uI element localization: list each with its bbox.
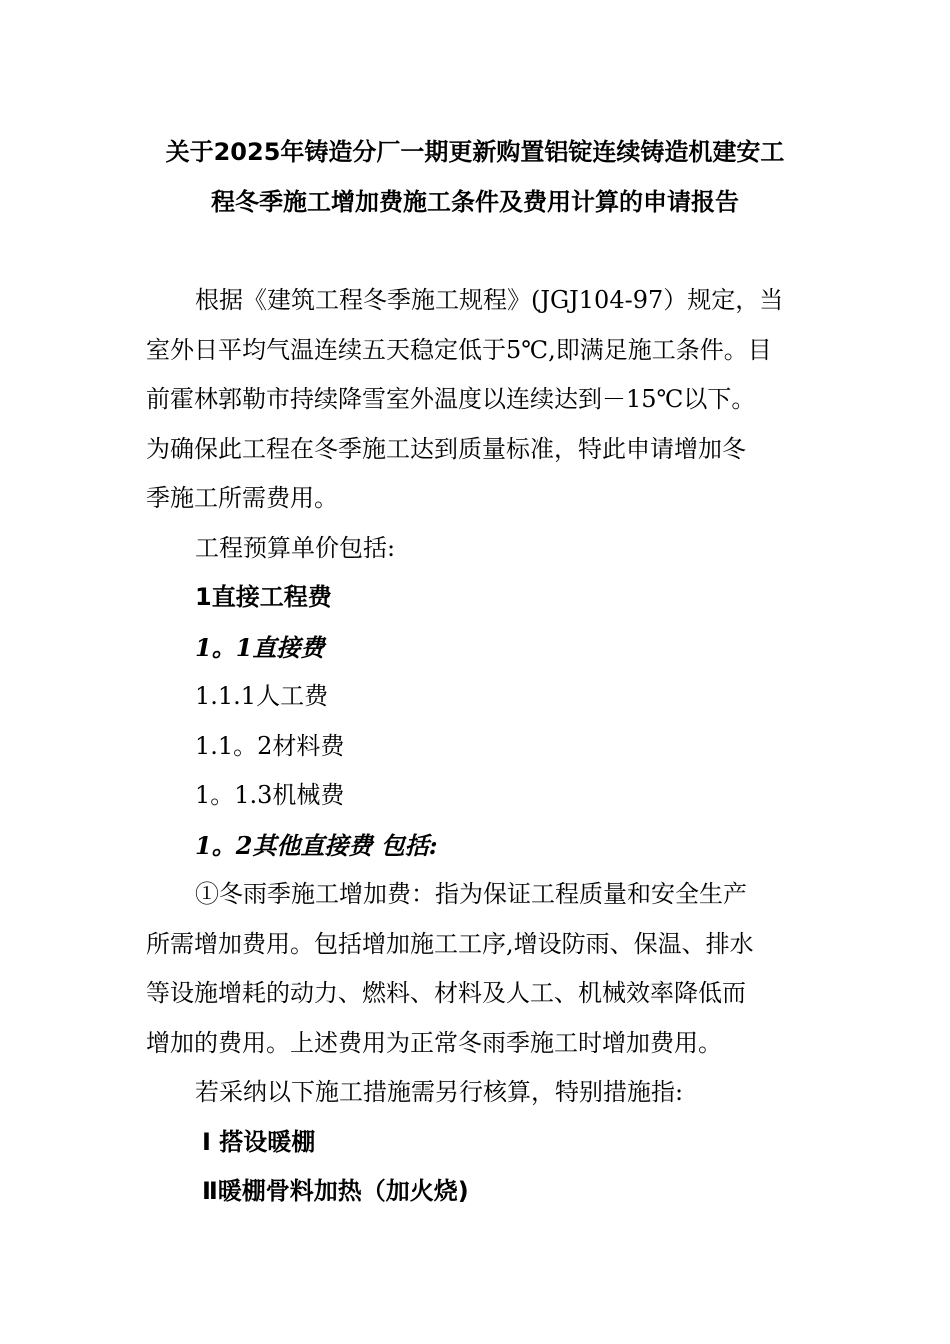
intro-line-4: 为确保此工程在冬季施工达到质量标准，特此申请增加冬: [146, 434, 746, 463]
intro-paragraph: [146, 276, 810, 524]
winter-fee-line-3: 等设施增耗的动力、燃料、材料及人工、机械效率降低而: [146, 979, 746, 1007]
intro-line-5: 季施工所需费用。: [146, 484, 338, 512]
budget-intro: 工程预算单价包括:: [195, 533, 396, 562]
winter-fee-line-4: 增加的费用。上述费用为正常冬雨季施工时增加费用。: [146, 1028, 722, 1057]
measure-1: Ⅰ 搭设暖棚: [202, 1127, 316, 1156]
item-material-cost: 1.1。2材料费: [195, 731, 345, 760]
intro-line-3: 前霍林郭勒市持续降雪室外温度以连续达到－15℃以下。: [146, 385, 756, 413]
section-heading-1-1: 1。1直接费: [195, 632, 325, 662]
intro-line-1: 根据《建筑工程冬季施工规程》(JGJ104-97）规定，当: [195, 286, 784, 314]
title-line-2: 程冬季施工增加费施工条件及费用计算的申请报告: [211, 188, 739, 216]
special-measures-intro: 若采纳以下施工措施需另行核算，特别措施指:: [195, 1078, 684, 1106]
document-body: [146, 276, 810, 1217]
winter-fee-paragraph: [146, 870, 810, 1068]
intro-line-2: 室外日平均气温连续五天稳定低于5℃,即满足施工条件。目: [146, 335, 772, 364]
section-heading-1-2: 1。2其他直接费 包括:: [195, 830, 438, 860]
winter-fee-line-1: ①冬雨季施工增加费：指为保证工程质量和安全生产: [195, 880, 747, 908]
section-heading-1: 1直接工程费: [195, 583, 332, 611]
item-labor-cost: 1.1.1人工费: [195, 682, 329, 710]
measure-2: Ⅱ暖棚骨料加热（加火烧): [202, 1177, 469, 1205]
title-line-1: 关于2025年铸造分厂一期更新购置铝锭连续铸造机建安工: [165, 138, 785, 166]
document-title: [140, 127, 810, 227]
winter-fee-line-2: 所需增加费用。包括增加施工工序,增设防雨、保温、排水: [146, 929, 754, 958]
item-machinery-cost: 1。1.3机械费: [195, 781, 345, 809]
